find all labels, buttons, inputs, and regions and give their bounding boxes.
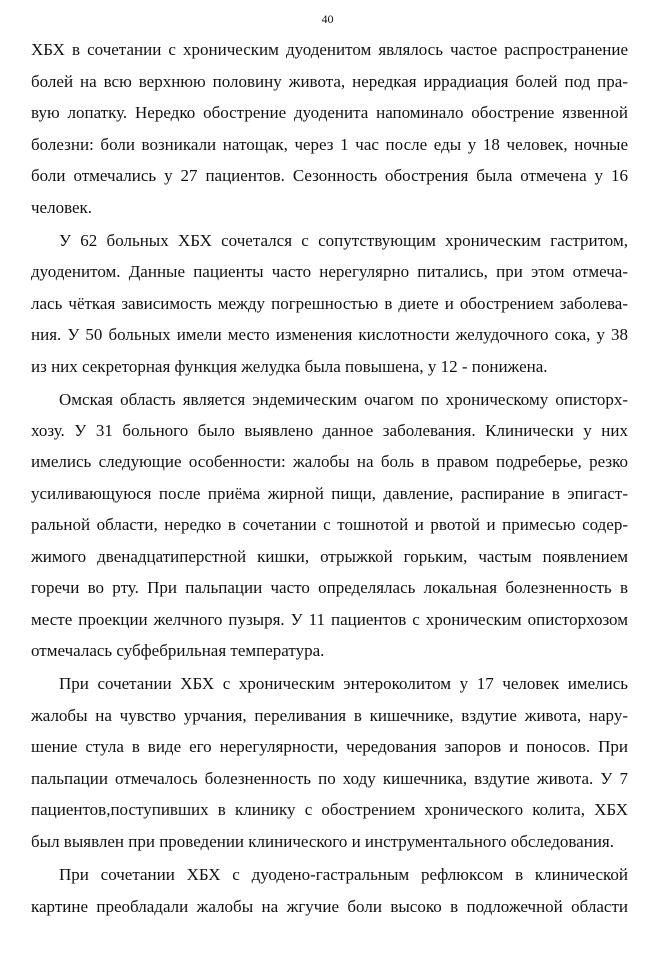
text-line: имелись следующие особенности: жалобы на боль в правом подреберье, резко — [31, 452, 628, 471]
text-line: ральной области, нередко в сочетании с тошнотой и рвотой и примесью содер- — [31, 515, 628, 534]
text-line: жалобы на чувство урчания, переливания в кишечнике, вздутие живота, нару- — [31, 706, 628, 725]
text-line: вую лопатку. Нередко обострение дуоденита напоминало обострение язвенной — [31, 103, 628, 122]
text-line: лась чёткая зависимость между погрешностью в диете и обострением заболева- — [31, 294, 628, 313]
text-line: болей на всю верхнюю половину живота, нередкая иррадиация болей под пра- — [31, 72, 628, 91]
text-line: отмечалась субфебрильная температура. — [31, 641, 325, 660]
text-line: При сочетании ХБХ с хроническим энтероколитом у 17 человек имелись — [59, 674, 628, 693]
text-line: пациентов,поступивших в клинику с обострением хронического колита, ХБХ — [31, 800, 628, 819]
text-line: боли отмечались у 27 пациентов. Сезонность обострения была отмечена у 16 — [31, 166, 628, 185]
text-line: человек. — [31, 198, 93, 217]
text-line: дуоденитом. Данные пациенты часто нерегулярно питались, при этом отмеча- — [31, 262, 628, 281]
text-line: хозу. У 31 больного было выявлено данное заболевания. Клинически у них — [31, 421, 628, 440]
text-line: усиливающуюся после приёма жирной пищи, давление, распирание в эпигаст- — [31, 484, 628, 503]
text-line: Омская область является эндемическим очагом по хроническому описторх- — [59, 390, 628, 409]
text-line: горечи во рту. При пальпации часто определялась локальная болезненность в — [31, 578, 628, 597]
text-line: При сочетании ХБХ с дуодено-гастральным рефлюксом в клинической — [59, 865, 628, 884]
page-number: 40 — [321, 12, 334, 26]
text-line: ХБХ в сочетании с хроническим дуоденитом являлось частое распространение — [31, 40, 628, 59]
text-line: шение стула в виде его нерегулярности, чередования запоров и поносов. При — [31, 737, 628, 756]
text-line: ния. У 50 больных имели место изменения кислотности желудочного сока, у 38 — [31, 325, 628, 344]
text-line: из них секреторная функция желудка была повышена, у 12 - понижена. — [31, 357, 548, 376]
text-line: пальпации отмечалось болезненность по ходу кишечника, вздутие живота. У 7 — [31, 769, 628, 788]
text-line: болезни: боли возникали натощак, через 1 час после еды у 18 человек, ночные — [31, 135, 628, 154]
text-line: месте проекции желчного пузыря. У 11 пациентов с хроническим описторхозом — [31, 610, 628, 629]
text-line: картине преобладали жалобы на жгучие боли высоко в подложечной области — [31, 897, 628, 916]
text-line: был выявлен при проведении клинического и инструментального обследования. — [31, 832, 614, 851]
text-line: жимого двенадцатиперстной кишки, отрыжкой горьким, частым появлением — [31, 547, 628, 566]
text-line: У 62 больных ХБХ сочетался с сопутствующим хроническим гастритом, — [59, 231, 628, 250]
